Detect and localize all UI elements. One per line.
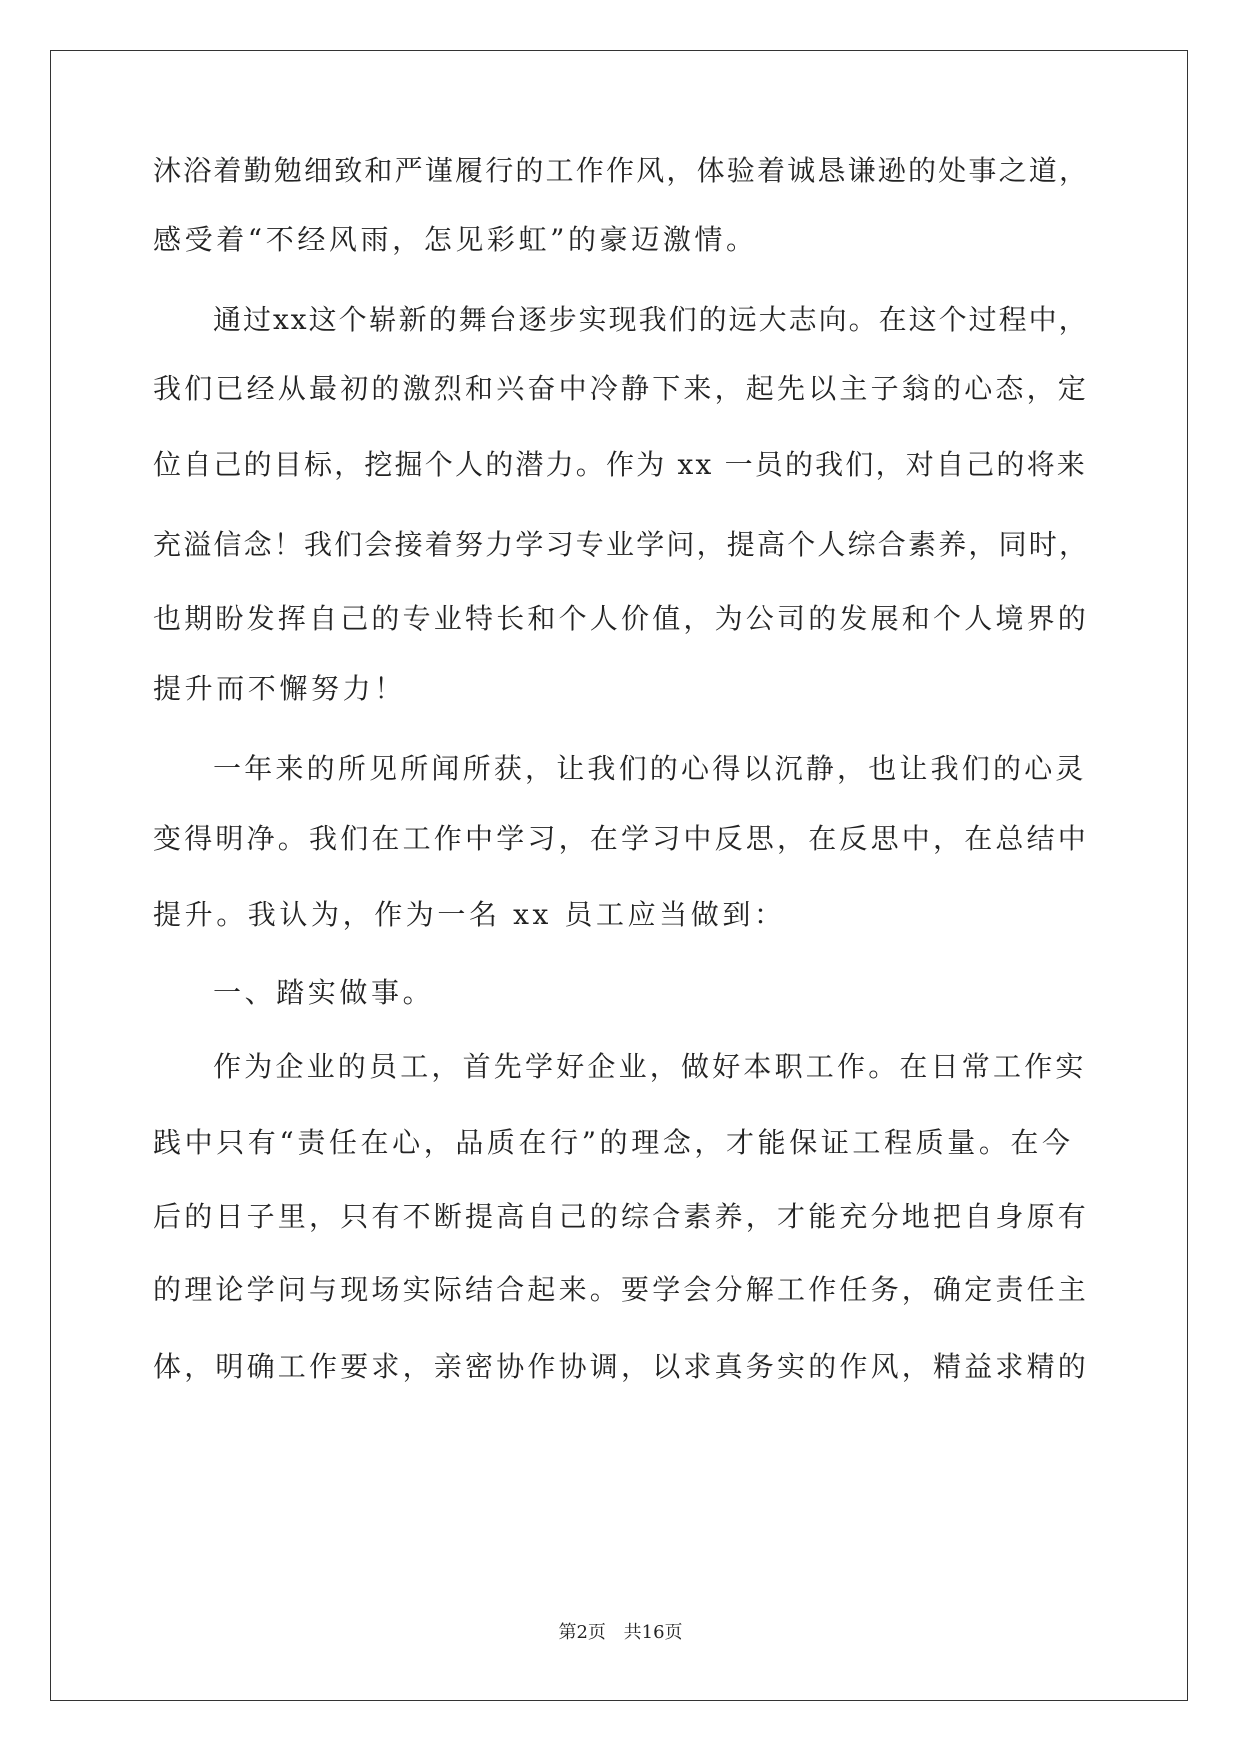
page-footer <box>0 1618 1241 1644</box>
page-border <box>50 50 1188 1701</box>
page-total: 共16页 <box>623 1622 683 1643</box>
paragraph-line: 提升而不懈努力！ <box>153 672 406 705</box>
paragraph-line: 作为企业的员工，首先学好企业，做好本职工作。在日常工作实 <box>213 1050 1087 1083</box>
paragraph-line: 充溢信念！我们会接着努力学习专业学问，提高个人综合素养，同时， <box>153 528 1090 561</box>
paragraph-line: 的理论学问与现场实际结合起来。要学会分解工作任务，确定责任主 <box>153 1273 1090 1306</box>
paragraph-line: 体，明确工作要求，亲密协作协调，以求真务实的作风，精益求精的 <box>153 1350 1090 1383</box>
paragraph-line: 践中只有“责任在心，品质在行”的理念，才能保证工程质量。在今 <box>153 1126 1074 1159</box>
paragraph-line: 提升。我认为，作为一名 xx 员工应当做到： <box>153 898 786 931</box>
paragraph-line: 感受着“不经风雨，怎见彩虹”的豪迈激情。 <box>153 223 758 256</box>
paragraph-line: 变得明净。我们在工作中学习，在学习中反思，在反思中，在总结中 <box>153 822 1090 855</box>
paragraph-line: 后的日子里，只有不断提高自己的综合素养，才能充分地把自身原有 <box>153 1200 1090 1233</box>
paragraph-line: 我们已经从最初的激烈和兴奋中冷静下来，起先以主子翁的心态，定 <box>153 372 1090 405</box>
paragraph-line: 沐浴着勤勉细致和严谨履行的工作作风，体验着诚恳谦逊的处事之道， <box>153 154 1090 187</box>
paragraph-line: 位自己的目标，挖掘个人的潜力。作为 xx 一员的我们，对自己的将来 <box>153 448 1087 481</box>
page-number: 第2页 <box>558 1622 606 1643</box>
section-heading: 一、踏实做事。 <box>213 976 435 1009</box>
paragraph-line: 一年来的所见所闻所获，让我们的心得以沉静，也让我们的心灵 <box>213 752 1087 785</box>
paragraph-line: 也期盼发挥自己的专业特长和个人价值，为公司的发展和个人境界的 <box>153 602 1090 635</box>
paragraph-line: 通过xx这个崭新的舞台逐步实现我们的远大志向。在这个过程中， <box>213 303 1089 336</box>
